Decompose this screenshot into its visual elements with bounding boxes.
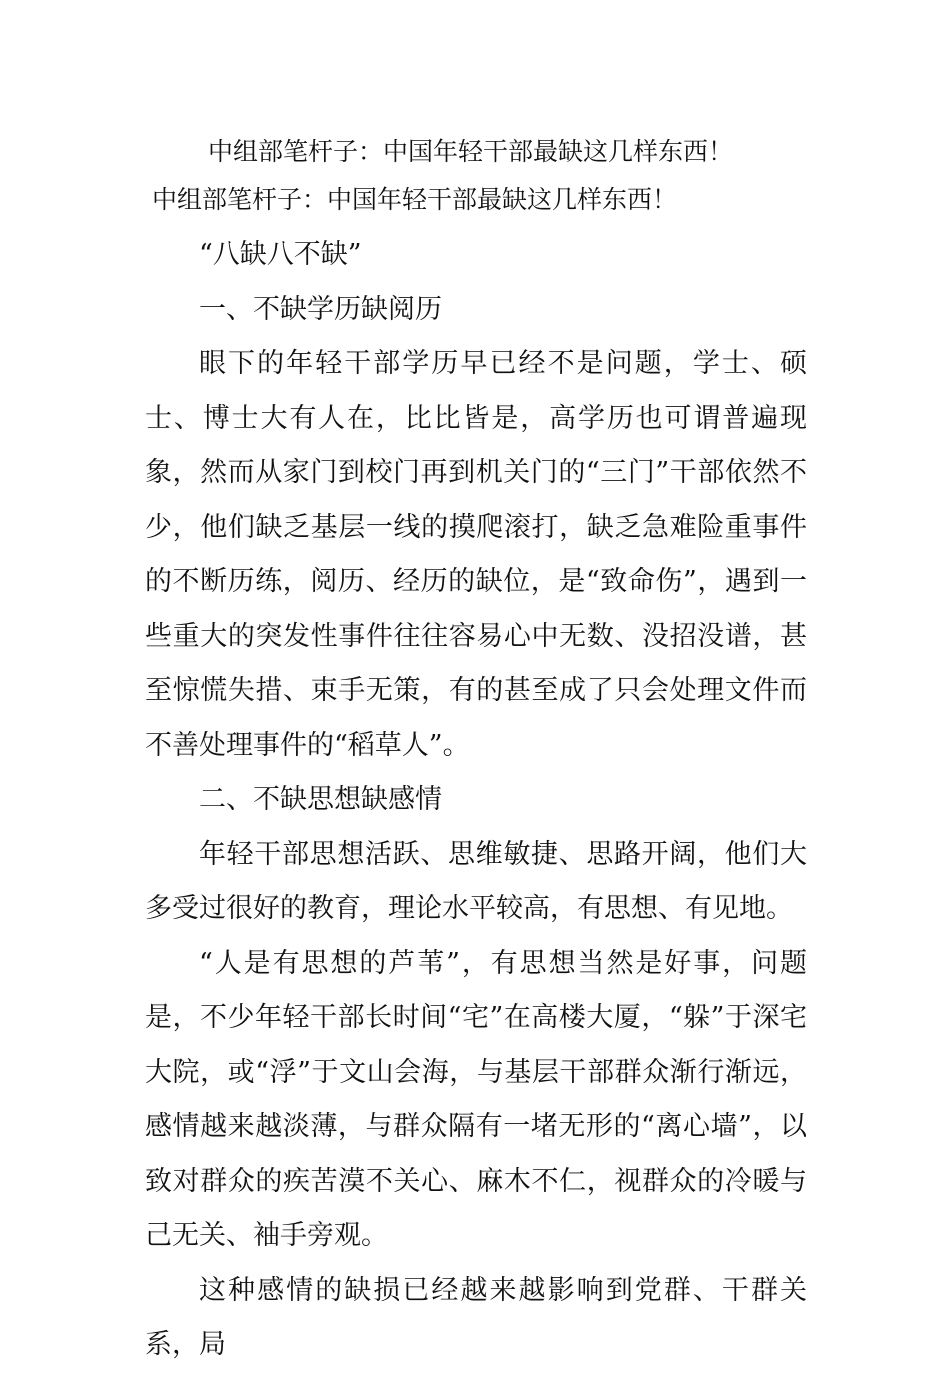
paragraph: 年轻干部思想活跃、思维敏捷、思路开阔，他们大多受过很好的教育，理论水平较高，有思想、有见地。 [145,838,807,924]
document-title: 中组部笔杆子：中国年轻干部最缺这几样东西！ [208,137,734,166]
paragraph-quote-heading: “八缺八不缺” [199,239,362,270]
section-heading-1: 一、不缺学历缺阅历 [199,293,442,325]
section-heading-2: 二、不缺思想缺感情 [199,784,442,815]
paragraph: 眼下的年轻干部学历早已经不是问题，学士、硕士、博士大有人在，比比皆是，高学历也可谓普遍现象，然而从家门到校门再到机关门的“三门”干部依然不少，他们缺乏基层一线的摸爬滚打，缺乏急难险重事件的不断历练，阅历、经历的缺位，是“致命伤”，遇到一些重大的突发性事件往往容易心中无数、没招没谱，甚至惊慌失措、束手无策，有的甚至成了只会处理文件而不善处理事件的“稻草人”。 [145,348,807,761]
document-subtitle: 中组部笔杆子：中国年轻干部最缺这几样东西！ [152,185,678,214]
document-body [145,228,807,1373]
paragraph: 这种感情的缺损已经越来越影响到党群、干群关系，局 [145,1274,807,1360]
paragraph: “人是有思想的芦苇”，有思想当然是好事，问题是，不少年轻干部长时间“宅”在高楼大厦，“躲”于深宅大院，或“浮”于文山会海，与基层干部群众渐行渐远，感情越来越淡薄，与群众隔有一堵无形的“离心墙”，以致对群众的疾苦漠不关心、麻木不仁，视群众的冷暖与己无关、袖手旁观。 [145,947,807,1251]
